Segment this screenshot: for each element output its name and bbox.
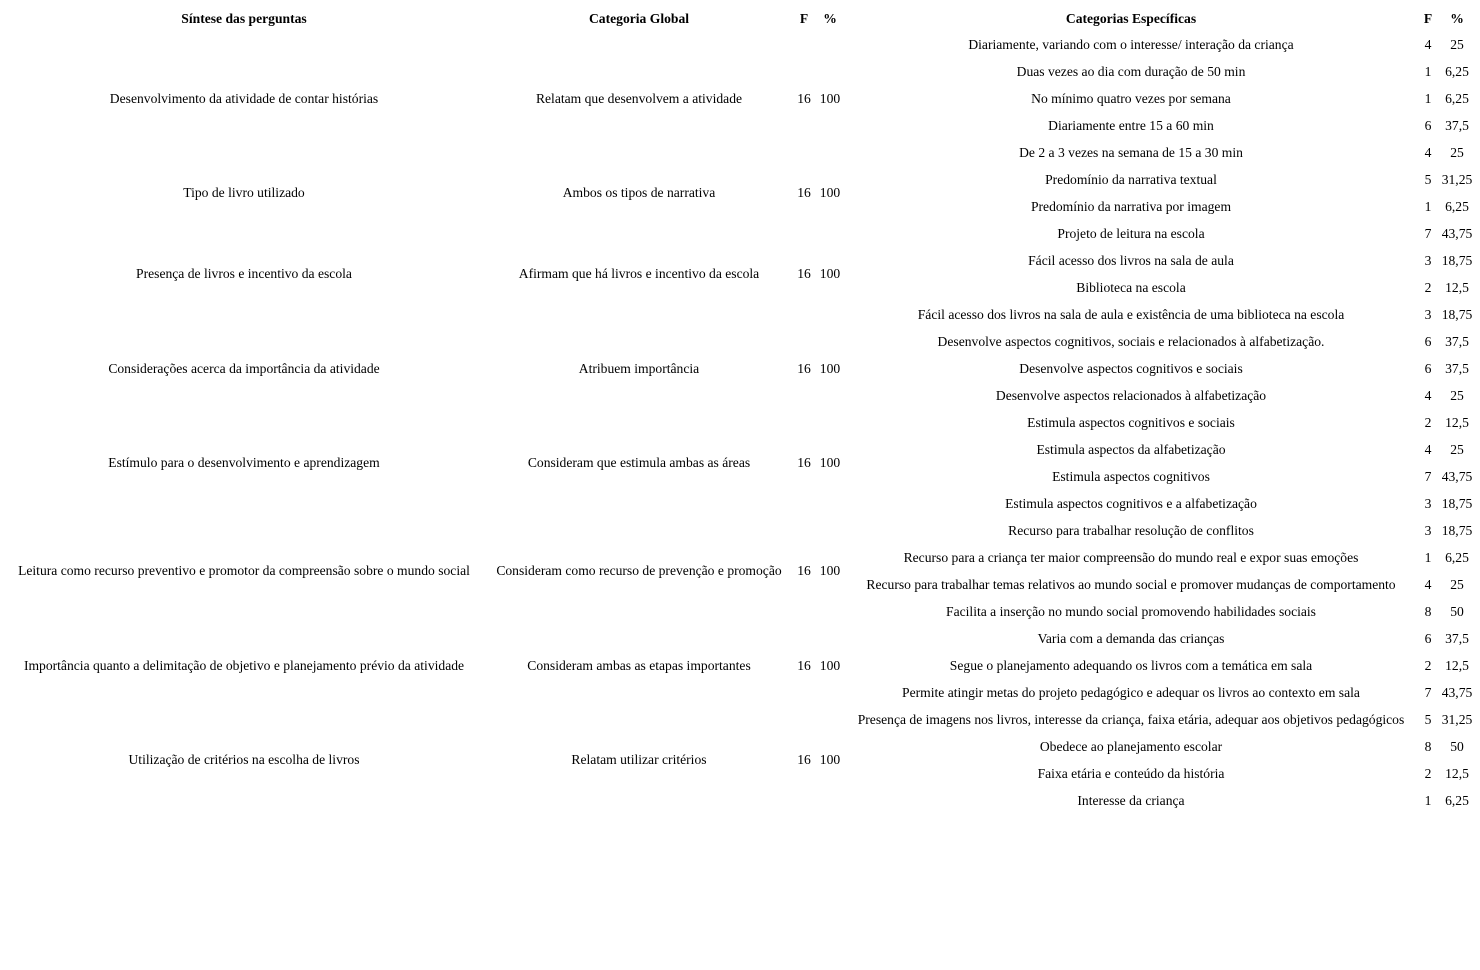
specific-category-cell: Desenvolve aspectos cognitivos, sociais e relacionados à alfabetização.: [937, 334, 1325, 349]
specific-frequency-cell: 8: [1424, 604, 1432, 619]
specific-percent-cell: 31,25: [1441, 712, 1473, 727]
question-cell: Importância quanto a delimitação de objetivo e planejamento prévio da atividade: [23, 658, 465, 673]
specific-percent-cell: 18,75: [1441, 307, 1473, 322]
specific-category-cell: Interesse da criança: [1077, 793, 1185, 808]
global-percent-cell: 100: [819, 185, 841, 200]
global-category-cell: Ambos os tipos de narrativa: [562, 185, 716, 200]
header-percent: %: [823, 11, 837, 26]
question-cell: Desenvolvimento da atividade de contar histórias: [109, 91, 379, 106]
specific-frequency-cell: 1: [1424, 793, 1432, 808]
global-category-cell: Atribuem importância: [578, 361, 700, 376]
global-percent-cell: 100: [819, 563, 841, 578]
specific-category-cell: Recurso para a criança ter maior compreensão do mundo real e expor suas emoções: [903, 550, 1359, 565]
specific-category-cell: Fácil acesso dos livros na sala de aula: [1028, 253, 1234, 268]
specific-category-cell: Presença de imagens nos livros, interesse da criança, faixa etária, adequar aos objetivos pedagógicos: [857, 712, 1405, 727]
specific-category-cell: Duas vezes ao dia com duração de 50 min: [1016, 64, 1246, 79]
specific-category-cell: De 2 a 3 vezes na semana de 15 a 30 min: [1019, 145, 1243, 160]
specific-percent-cell: 18,75: [1441, 253, 1473, 268]
specific-category-cell: Diariamente entre 15 a 60 min: [1048, 118, 1214, 133]
specific-percent-cell: 43,75: [1441, 469, 1473, 484]
specific-frequency-cell: 7: [1424, 226, 1432, 241]
specific-percent-cell: 25: [1450, 37, 1464, 52]
specific-category-cell: Desenvolve aspectos cognitivos e sociais: [1019, 361, 1243, 376]
header-global: Categoria Global: [588, 11, 690, 26]
global-frequency-cell: 16: [797, 91, 811, 106]
specific-percent-cell: 25: [1450, 145, 1464, 160]
specific-category-cell: Desenvolve aspectos relacionados à alfabetização: [995, 388, 1267, 403]
specific-category-cell: Estimula aspectos cognitivos e sociais: [1027, 415, 1235, 430]
global-frequency-cell: 16: [797, 185, 811, 200]
global-frequency-cell: 16: [797, 266, 811, 281]
specific-frequency-cell: 1: [1424, 64, 1432, 79]
specific-frequency-cell: 2: [1424, 280, 1432, 295]
specific-frequency-cell: 6: [1424, 118, 1432, 133]
specific-percent-cell: 37,5: [1445, 334, 1469, 349]
specific-frequency-cell: 3: [1424, 307, 1432, 322]
header-specific-percent: %: [1450, 11, 1464, 26]
specific-category-cell: Faixa etária e conteúdo da história: [1037, 766, 1225, 781]
specific-frequency-cell: 3: [1424, 496, 1432, 511]
specific-category-cell: Estimula aspectos cognitivos: [1052, 469, 1210, 484]
specific-percent-cell: 50: [1450, 739, 1464, 754]
specific-frequency-cell: 7: [1424, 685, 1432, 700]
global-frequency-cell: 16: [797, 658, 811, 673]
specific-percent-cell: 43,75: [1441, 226, 1473, 241]
specific-frequency-cell: 4: [1424, 577, 1432, 592]
specific-category-cell: Biblioteca na escola: [1076, 280, 1186, 295]
specific-category-cell: Predomínio da narrativa por imagem: [1030, 199, 1232, 214]
header-frequency: F: [799, 11, 809, 26]
header-specific-frequency: F: [1423, 11, 1433, 26]
specific-category-cell: Obedece ao planejamento escolar: [1039, 739, 1223, 754]
specific-category-cell: No mínimo quatro vezes por semana: [1031, 91, 1231, 106]
global-frequency-cell: 16: [797, 752, 811, 767]
global-frequency-cell: 16: [797, 455, 811, 470]
specific-percent-cell: 25: [1450, 388, 1464, 403]
question-cell: Tipo de livro utilizado: [183, 185, 305, 200]
specific-frequency-cell: 1: [1424, 199, 1432, 214]
specific-frequency-cell: 2: [1424, 658, 1432, 673]
specific-category-cell: Facilita a inserção no mundo social promovendo habilidades sociais: [946, 604, 1316, 619]
specific-percent-cell: 6,25: [1445, 199, 1469, 214]
specific-percent-cell: 12,5: [1445, 280, 1469, 295]
specific-percent-cell: 12,5: [1445, 658, 1469, 673]
specific-frequency-cell: 2: [1424, 415, 1432, 430]
specific-percent-cell: 6,25: [1445, 91, 1469, 106]
specific-category-cell: Estimula aspectos da alfabetização: [1036, 442, 1226, 457]
specific-percent-cell: 50: [1450, 604, 1464, 619]
question-cell: Leitura como recurso preventivo e promotor da compreensão sobre o mundo social: [18, 563, 470, 578]
specific-frequency-cell: 8: [1424, 739, 1432, 754]
specific-percent-cell: 25: [1450, 577, 1464, 592]
global-percent-cell: 100: [819, 455, 841, 470]
specific-percent-cell: 43,75: [1441, 685, 1473, 700]
global-category-cell: Consideram ambas as etapas importantes: [527, 658, 751, 673]
header-specific: Categorias Específicas: [1065, 11, 1197, 26]
specific-frequency-cell: 7: [1424, 469, 1432, 484]
specific-frequency-cell: 3: [1424, 523, 1432, 538]
global-percent-cell: 100: [819, 361, 841, 376]
specific-frequency-cell: 4: [1424, 37, 1432, 52]
specific-frequency-cell: 6: [1424, 631, 1432, 646]
global-percent-cell: 100: [819, 658, 841, 673]
specific-category-cell: Recurso para trabalhar resolução de conflitos: [1008, 523, 1254, 538]
global-category-cell: Relatam utilizar critérios: [571, 752, 707, 767]
question-cell: Utilização de critérios na escolha de livros: [128, 752, 360, 767]
specific-percent-cell: 6,25: [1445, 550, 1469, 565]
question-cell: Presença de livros e incentivo da escola: [136, 266, 352, 281]
specific-percent-cell: 25: [1450, 442, 1464, 457]
specific-category-cell: Projeto de leitura na escola: [1057, 226, 1205, 241]
global-category-cell: Consideram como recurso de prevenção e promoção: [496, 563, 782, 578]
header-question: Síntese das perguntas: [181, 11, 307, 26]
global-category-cell: Relatam que desenvolvem a atividade: [535, 91, 743, 106]
question-cell: Estímulo para o desenvolvimento e aprendizagem: [108, 455, 380, 470]
specific-frequency-cell: 2: [1424, 766, 1432, 781]
specific-frequency-cell: 6: [1424, 361, 1432, 376]
specific-percent-cell: 37,5: [1445, 118, 1469, 133]
specific-category-cell: Fácil acesso dos livros na sala de aula e existência de uma biblioteca na escola: [917, 307, 1345, 322]
specific-frequency-cell: 4: [1424, 442, 1432, 457]
global-percent-cell: 100: [819, 91, 841, 106]
specific-percent-cell: 37,5: [1445, 361, 1469, 376]
question-cell: Considerações acerca da importância da atividade: [108, 361, 380, 376]
specific-frequency-cell: 5: [1424, 172, 1432, 187]
specific-category-cell: Segue o planejamento adequando os livros com a temática em sala: [949, 658, 1313, 673]
specific-category-cell: Varia com a demanda das crianças: [1037, 631, 1225, 646]
specific-percent-cell: 6,25: [1445, 793, 1469, 808]
global-percent-cell: 100: [819, 266, 841, 281]
specific-frequency-cell: 4: [1424, 388, 1432, 403]
specific-percent-cell: 12,5: [1445, 766, 1469, 781]
global-frequency-cell: 16: [797, 563, 811, 578]
global-percent-cell: 100: [819, 752, 841, 767]
specific-frequency-cell: 1: [1424, 91, 1432, 106]
specific-frequency-cell: 3: [1424, 253, 1432, 268]
global-category-cell: Afirmam que há livros e incentivo da escola: [518, 266, 760, 281]
specific-category-cell: Recurso para trabalhar temas relativos ao mundo social e promover mudanças de comportamento: [866, 577, 1396, 592]
specific-category-cell: Diariamente, variando com o interesse/ interação da criança: [968, 37, 1294, 52]
specific-percent-cell: 18,75: [1441, 523, 1473, 538]
specific-frequency-cell: 5: [1424, 712, 1432, 727]
specific-category-cell: Predomínio da narrativa textual: [1045, 172, 1217, 187]
specific-category-cell: Permite atingir metas do projeto pedagógico e adequar os livros ao contexto em sala: [902, 685, 1360, 700]
specific-percent-cell: 18,75: [1441, 496, 1473, 511]
specific-percent-cell: 31,25: [1441, 172, 1473, 187]
specific-frequency-cell: 6: [1424, 334, 1432, 349]
specific-percent-cell: 6,25: [1445, 64, 1469, 79]
specific-frequency-cell: 1: [1424, 550, 1432, 565]
specific-frequency-cell: 4: [1424, 145, 1432, 160]
global-frequency-cell: 16: [797, 361, 811, 376]
specific-percent-cell: 37,5: [1445, 631, 1469, 646]
specific-category-cell: Estimula aspectos cognitivos e a alfabetização: [1005, 496, 1257, 511]
specific-percent-cell: 12,5: [1445, 415, 1469, 430]
global-category-cell: Consideram que estimula ambas as áreas: [527, 455, 751, 470]
